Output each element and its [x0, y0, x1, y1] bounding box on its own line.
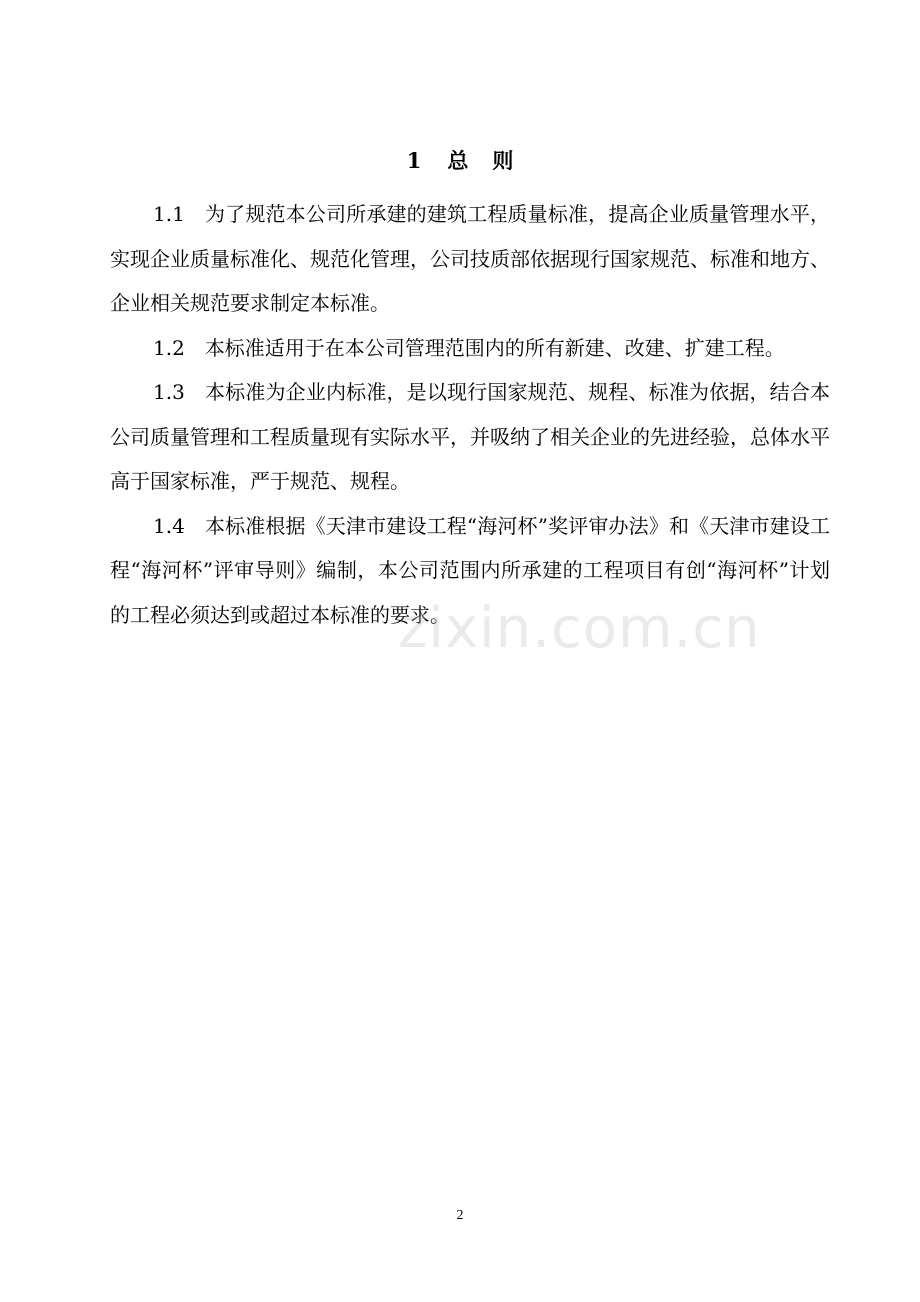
- clause-number: 1.4: [153, 513, 185, 538]
- page-number: 2: [456, 1208, 464, 1223]
- chapter-body: [110, 192, 830, 637]
- clause-1-2: [110, 326, 830, 371]
- clause-text: 本标准适用于在本公司管理范围内的所有新建、改建、扩建工程。: [204, 335, 785, 360]
- chapter-heading: [0, 145, 920, 177]
- clause-text: 为了规范本公司所承建的建筑工程质量标准，提高企业质量管理水平，实现企业质量标准化、规范化管理，公司技质部依据现行国家规范、标准和地方、企业相关规范要求制定本标准。: [110, 202, 830, 315]
- chapter-title-char-1: 总: [447, 148, 469, 173]
- clause-text: 本标准根据《天津市建设工程“海河杯”奖评审办法》和《天津市建设工程“海河杯”评审导则》编制，本公司范围内所承建的工程项目有创“海河杯”计划的工程必须达到或超过本标准的要求。: [110, 513, 830, 627]
- clause-number: 1.3: [153, 380, 185, 404]
- clause-text: 本标准为企业内标准，是以现行国家规范、规程、标准为依据，结合本公司质量管理和工程质量现有实际水平，并吸纳了相关企业的先进经验，总体水平高于国家标准，严于规范、规程。: [110, 380, 830, 493]
- clause-1-3: [110, 370, 830, 504]
- watermark: zixin.com.cn: [398, 596, 761, 661]
- chapter-title-char-2: 则: [492, 148, 514, 173]
- clause-1-1: [110, 192, 830, 326]
- chapter-number: 1: [406, 148, 422, 173]
- clause-number: 1.2: [153, 335, 185, 360]
- clause-1-4: [110, 504, 830, 638]
- clause-number: 1.1: [153, 202, 185, 226]
